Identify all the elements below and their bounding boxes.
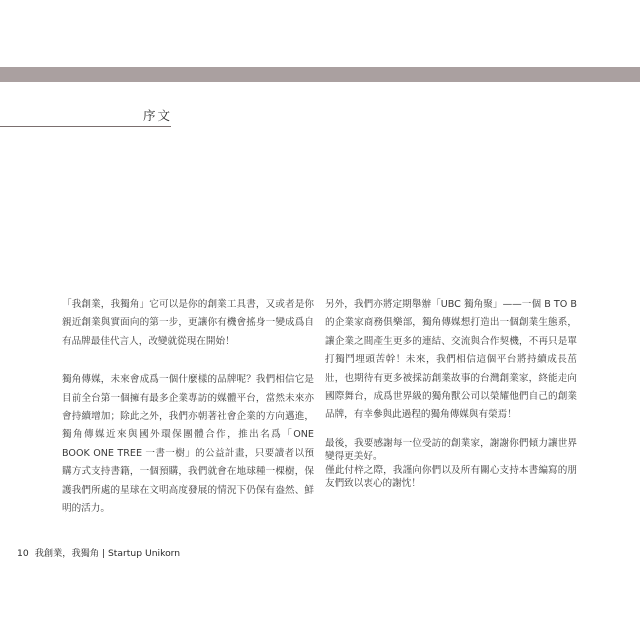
page-footer — [17, 545, 180, 559]
right-text-column — [325, 296, 577, 491]
left-paragraph-1: 「我創業，我獨角」它可以是你的創業工具書，又或者是你親近創業與實面向的第一步，更讓你有機會搖身一變成爲自有品牌最佳代言人，改變就從現在開始！ — [62, 299, 314, 347]
right-paragraph-3: 僅此付梓之際，我謹向你們以及所有關心支持本書編寫的朋友們致以衷心的謝忱！ — [325, 464, 577, 490]
paragraph-spacer — [62, 351, 314, 371]
header-color-band — [0, 67, 640, 82]
section-title: 序文 — [143, 108, 173, 123]
title-underline — [0, 126, 171, 127]
left-paragraph-2: 獨角傳媒，未來會成爲一個什麼樣的品牌呢？我們相信它是目前全台第一個擁有最多企業專訪的媒體平台，當然未來亦會持續增加；除此之外，我們亦朝著社會企業的方向邁進，獨角傳媒近來與國外環保團體合作，推出名爲「ONE BOOK ONE TREE 一書一樹」的公益計畫，只要讀者以預購方式支持書籍，一個預購，我們就會在地球種一棵樹，保護我們所處的星球在文明高度發展的情況下仍保有盎然、鮮明的活力。 — [62, 374, 314, 515]
page-number: 10 — [17, 548, 29, 559]
left-text-column — [62, 296, 314, 518]
right-paragraph-1: 另外，我們亦將定期舉辦「UBC 獨角聚」——一個 B TO B 的企業家商務俱樂部，獨角傳媒想打造出一個創業生態系，讓企業之間產生更多的連結、交流與合作契機，不再只是單打獨鬥埋頭苦幹！未來，我們相信這個平台將持續成長茁壯，也期待有更多被採訪創業故事的台灣創業家，終能走向國際舞台，成爲世界級的獨角獸公司以榮耀他們自己的創業品牌，有幸參與此過程的獨角傳媒與有榮焉！ — [325, 299, 577, 421]
running-title: 我創業，我獨角 | Startup Unikorn — [34, 548, 181, 559]
paragraph-spacer — [325, 425, 577, 437]
right-paragraph-2: 最後，我要感謝每一位受訪的創業家，謝謝你們傾力讓世界變得更美好。 — [325, 437, 577, 463]
